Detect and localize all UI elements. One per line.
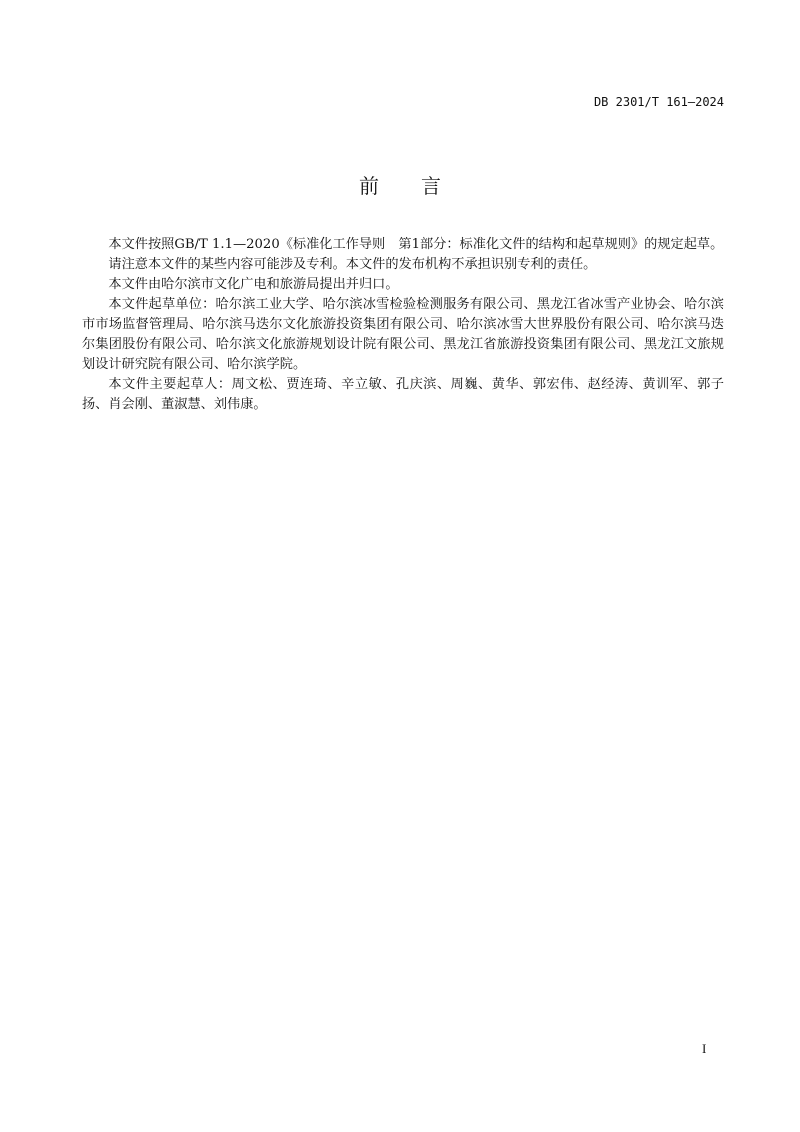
paragraph-drafting-rules: 本文件按照GB/T 1.1—2020《标准化工作导则 第1部分：标准化文件的结构和起草规则》的规定起草。 <box>108 237 724 252</box>
foreword-body <box>82 235 724 415</box>
paragraph-drafters: 本文件主要起草人：周文松、贾连琦、辛立敏、孔庆滨、周巍、黄华、郭宏伟、赵经涛、黄训军、郭子扬、肖会刚、董淑慧、刘伟康。 <box>82 377 724 412</box>
document-code: DB 2301/T 161—2024 <box>593 95 724 109</box>
page-number: I <box>702 1041 707 1056</box>
paragraph-proposer: 本文件由哈尔滨市文化广电和旅游局提出并归口。 <box>108 277 399 292</box>
title-char-1: 前 <box>359 174 379 198</box>
paragraph-patent-notice: 请注意本文件的某些内容可能涉及专利。本文件的发布机构不承担识别专利的责任。 <box>108 257 597 272</box>
page-title <box>0 170 800 199</box>
paragraph-drafting-units: 本文件起草单位：哈尔滨工业大学、哈尔滨冰雪检验检测服务有限公司、黑龙江省冰雪产业协会、哈尔滨市市场监督管理局、哈尔滨马迭尔文化旅游投资集团有限公司、哈尔滨冰雪大世界股份有限公司、哈尔滨马迭尔集团股份有限公司、哈尔滨文化旅游规划设计院有限公司、黑龙江省旅游投资集团有限公司、黑龙江文旅规划设计研究院有限公司、哈尔滨学院。 <box>82 297 724 372</box>
title-char-2: 言 <box>421 174 441 198</box>
